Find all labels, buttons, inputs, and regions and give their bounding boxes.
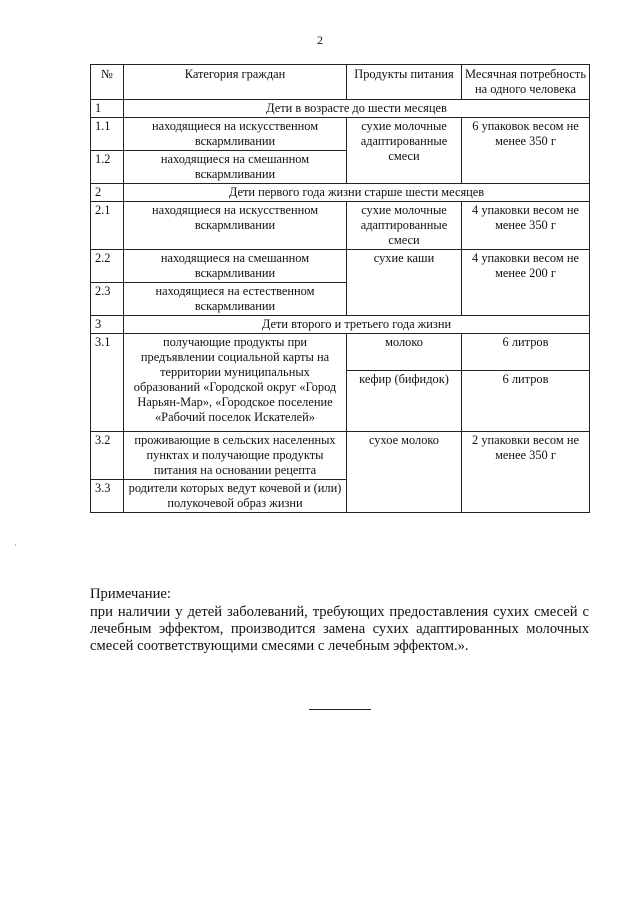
header-products: Продукты питания xyxy=(347,65,462,100)
row-need: 6 литров xyxy=(462,334,590,371)
section-row xyxy=(91,100,590,118)
row-num: 3.1 xyxy=(91,334,124,432)
row-num: 1.1 xyxy=(91,118,124,151)
row-products: сухое молоко xyxy=(347,432,462,513)
note-block xyxy=(90,586,589,655)
row-category: проживающие в сельских населенных пунктах и получающие продукты питания на основании рецепта xyxy=(124,432,347,480)
row-products: молоко xyxy=(347,334,462,371)
row-num: 1.2 xyxy=(91,151,124,184)
row-products: сухие молочные адаптированные смеси xyxy=(347,202,462,250)
row-need-2: 6 литров xyxy=(462,371,590,432)
table-row xyxy=(91,202,590,250)
note-title: Примечание: xyxy=(90,586,171,602)
header-category: Категория граждан xyxy=(124,65,347,100)
closing-divider xyxy=(309,709,371,710)
row-num: 3.2 xyxy=(91,432,124,480)
row-category: находящиеся на смешанном вскармливании xyxy=(124,151,347,184)
margin-mark: · xyxy=(14,540,17,550)
section-title: Дети второго и третьего года жизни xyxy=(124,316,590,334)
row-category: родители которых ведут кочевой и (или) полукочевой образ жизни xyxy=(124,480,347,513)
table-header-row xyxy=(91,65,590,100)
row-products-2: кефир (бифидок) xyxy=(347,371,462,432)
row-num: 2.1 xyxy=(91,202,124,250)
row-products: сухие молочные адаптированные смеси xyxy=(347,118,462,184)
note-text: при наличии у детей заболеваний, требующих предоставления сухих смесей с лечебным эффектом, производится замена сухих адаптированных молочных смесей соответствующими смесями с лечебным эффектом.». xyxy=(90,604,589,654)
row-category: находящиеся на искусственном вскармливании xyxy=(124,118,347,151)
section-title: Дети первого года жизни старше шести месяцев xyxy=(124,184,590,202)
row-need: 6 упаковок весом не менее 350 г xyxy=(462,118,590,184)
table-row xyxy=(91,118,590,151)
section-num: 1 xyxy=(91,100,124,118)
norms-table xyxy=(90,64,590,513)
section-row xyxy=(91,316,590,334)
section-num: 3 xyxy=(91,316,124,334)
header-num: № xyxy=(91,65,124,100)
row-category: получающие продукты при предъявлении социальной карты на территории муниципальных образований «Городской округ «Город Нарьян-Мар», «Городское поселение «Рабочий поселок Искателей» xyxy=(124,334,347,432)
table-row xyxy=(91,432,590,480)
row-products: сухие каши xyxy=(347,250,462,316)
row-category: находящиеся на искусственном вскармливании xyxy=(124,202,347,250)
row-need: 2 упаковки весом не менее 350 г xyxy=(462,432,590,513)
section-row xyxy=(91,184,590,202)
row-num: 2.2 xyxy=(91,250,124,283)
row-need: 4 упаковки весом не менее 350 г xyxy=(462,202,590,250)
row-category: находящиеся на смешанном вскармливании xyxy=(124,250,347,283)
page-number: 2 xyxy=(317,33,323,47)
row-num: 3.3 xyxy=(91,480,124,513)
table-row xyxy=(91,250,590,283)
row-need: 4 упаковки весом не менее 200 г xyxy=(462,250,590,316)
row-num: 2.3 xyxy=(91,283,124,316)
header-need: Месячная потребность на одного человека xyxy=(462,65,590,100)
section-title: Дети в возрасте до шести месяцев xyxy=(124,100,590,118)
row-category: находящиеся на естественном вскармливании xyxy=(124,283,347,316)
table-row xyxy=(91,334,590,371)
section-num: 2 xyxy=(91,184,124,202)
